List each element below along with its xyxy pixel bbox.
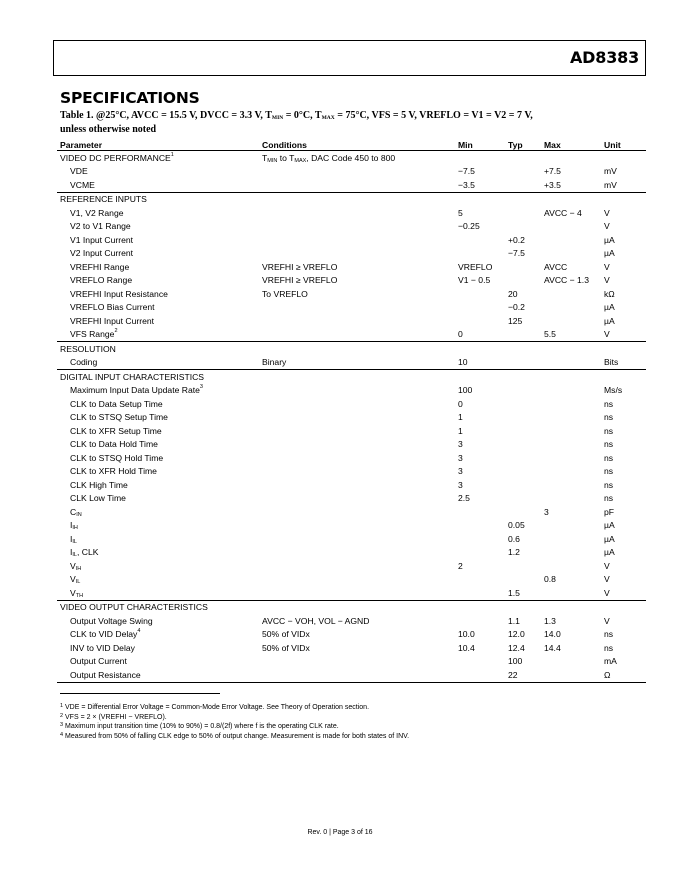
footnote-2: $^2$ VFS = 2 × (VREFHI − VREFLO). — [60, 712, 167, 721]
section-row: VIDEO OUTPUT CHARACTERISTICS — [60, 602, 208, 613]
table-row: V2 to V1 Range −0.25 V — [70, 221, 610, 232]
table-caption: Table 1. @25°C, AVCC = 15.5 V, DVCC = 3.3 V, $T_{MIN} = 0^\circ C$, $T_{MAX} = 75^\circ C$, VFS = 5 V, VREFLO = V1 = V2 = 7 V, unless otherwise noted — [60, 110, 533, 135]
table-row: $C_{IN}$ 3 pF — [70, 506, 615, 518]
table-row: VREFHI Input Current 125 µA — [70, 315, 615, 326]
footnote-1: $^1$ VDE = Differential Error Voltage = Common-Mode Error Voltage. See Theory of Operation section. — [60, 703, 370, 711]
table-row: $I_{IL}$, CLK 1.2 µA — [70, 547, 615, 559]
footnote-rule — [60, 693, 220, 694]
table-row: V2 Input Current −7.5 µA — [70, 248, 615, 259]
table-row: CLK Low Time 2.5 ns — [70, 493, 614, 504]
header-row — [57, 137, 646, 151]
section-row: VIDEO DC PERFORMANCE$^1$ $T_{MIN}$ to $T_{MAX}$, DAC Code 450 to 800 — [60, 151, 396, 164]
table-row: VREFHI Input Resistance To VREFLO 20 kΩ — [70, 288, 615, 299]
table-row: $I_{IL}$ 0.6 µA — [70, 533, 615, 545]
table-row: Coding Binary 10 Bits — [57, 356, 646, 370]
table-row: V1 Input Current +0.2 µA — [70, 234, 615, 245]
table-row: VDE −7.5 +7.5 mV — [70, 166, 617, 177]
table-row: V1, V2 Range 5 AVCC − 4 V — [70, 207, 610, 218]
section-row: REFERENCE INPUTS — [60, 194, 147, 205]
table-row: Output Voltage Swing AVCC − VOH, VOL − AGND 1.1 1.3 V — [70, 615, 610, 626]
section-row: RESOLUTION — [60, 343, 116, 354]
table-row: CLK to XFR Setup Time 1 ns — [70, 425, 614, 436]
table-row: INV to VID Delay 50% of VIDx 10.4 12.4 14.4 ns — [70, 642, 614, 653]
table-row: $V_{IH}$ 2 V — [70, 560, 610, 572]
table-row: Output Resistance 22 Ω — [57, 668, 646, 682]
footnote-4: $^4$ Measured from 50% of falling CLK edge to 50% of output change. Measurement is made for both states of INV. — [60, 731, 410, 740]
footnote-3: $^3$ Maximum input transition time (10% to 90%) = 0.8/(2f) where f is the operating CLK rate. — [60, 722, 339, 730]
header-box — [53, 40, 646, 76]
table-row: CLK to STSQ Hold Time 3 ns — [70, 452, 614, 463]
col-unit: Unit — [601, 137, 646, 151]
col-min: Min — [455, 137, 505, 151]
table-row: $V_{IL}$ 0.8 V — [70, 574, 610, 586]
table-row: VREFLO Range VREFHI ≥ VREFLO V1 − 0.5 AVCC − 1.3 V — [70, 275, 610, 286]
col-conditions: Conditions — [259, 137, 455, 151]
table-row: $V_{TH}$ 1.5 V — [57, 586, 646, 600]
table-row: CLK to XFR Hold Time 3 ns — [70, 466, 614, 477]
page-footer: Rev. 0 | Page 3 of 16 — [307, 829, 373, 836]
col-max: Max — [541, 137, 601, 151]
table-row: CLK to STSQ Setup Time 1 ns — [70, 412, 614, 423]
table-row: $I_{IH}$ 0.05 µA — [70, 520, 615, 532]
table-row: VREFHI Range VREFHI ≥ VREFLO VREFLO AVCC V — [70, 261, 610, 272]
table-row: VREFLO Bias Current −0.2 µA — [70, 302, 615, 313]
table-row: Maximum Input Data Update Rate$^3$ 100 Ms/s — [70, 384, 623, 396]
table-row: CLK to Data Setup Time 0 ns — [70, 398, 614, 409]
table-row: CLK to VID Delay$^4$ 50% of VIDx 10.0 12.0 14.0 ns — [70, 628, 614, 640]
table-row: VFS Range$^2$ 0 5.5 V — [57, 328, 646, 342]
table-row: CLK to Data Hold Time 3 ns — [70, 439, 614, 450]
section-title: SPECIFICATIONS — [60, 89, 200, 107]
table-row: Output Current 100 mA — [70, 656, 617, 667]
part-number: AD8383 — [570, 48, 639, 67]
footnotes — [60, 703, 409, 741]
table-row: CLK High Time 3 ns — [70, 479, 614, 490]
spec-table — [57, 137, 646, 683]
col-typ: Typ — [505, 137, 541, 151]
table-row: VCME −3.5 +3.5 mV — [57, 178, 646, 192]
section-row: DIGITAL INPUT CHARACTERISTICS — [60, 371, 205, 382]
col-parameter: Parameter — [57, 137, 259, 151]
